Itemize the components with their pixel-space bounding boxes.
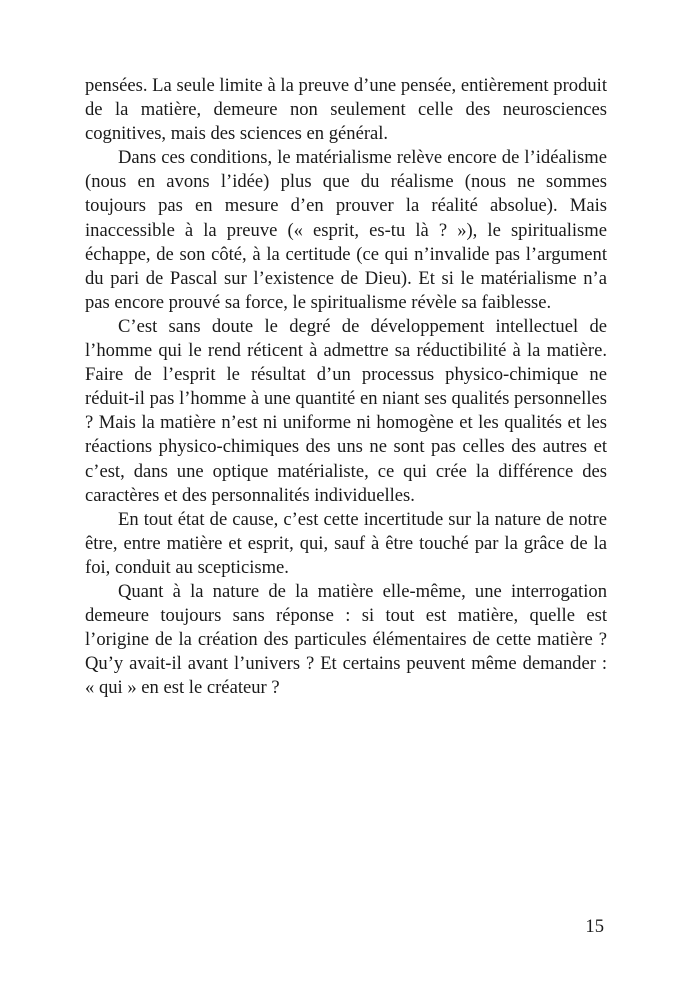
body-text [85, 74, 607, 700]
paragraph-materialism: Dans ces conditions, le matérialisme relève encore de l’idéalisme (nous en avons l’idée) plus que du réalisme (nous ne sommes toujours pas en mesure d’en prouver la réalité absolue). Mais inaccessible à la preuve (« esprit, es-tu là ? »), le spiritualisme échappe, de son côté, à la certitude (ce qui n’invalide pas l’argument du pari de Pascal sur l’existence de Dieu). Et si le matérialisme n’a pas encore prouvé sa force, le spiritualisme révèle sa faiblesse. [85, 147, 607, 313]
paragraph-nature-of-matter: Quant à la nature de la matière elle-même, une interrogation demeure toujours sans réponse : si tout est matière, quelle est l’origine de la création des particules élémentaires de cette matière ? Qu’y avait-il avant l’univers ? Et certains peuvent même demander : « qui » en est le créateur ? [85, 580, 607, 699]
page-number: 15 [585, 916, 604, 937]
paragraph-human-development: C’est sans doute le degré de développement intellectuel de l’homme qui le rend réticent à admettre sa réductibilité à la matière. Faire de l’esprit le résultat d’un processus physico-chimique ne réduit-il pas l’homme à une quantité en niant ses qualités personnelles ? Mais la matière n’est ni uniforme ni homogène et les qualités et les réactions physico-chimiques des uns ne sont pas celles des autres et c’est, dans une optique matérialiste, ce qui crée la différence des caractères et des personnalités individuelles. [85, 315, 607, 506]
paragraph-uncertainty: En tout état de cause, c’est cette incertitude sur la nature de notre être, entre matière et esprit, qui, sauf à être touché par la grâce de la foi, conduit au scepticisme. [85, 508, 607, 578]
paragraph-continuation: pensées. La seule limite à la preuve d’une pensée, entièrement produit de la matière, demeure non seulement celle des neurosciences cognitives, mais des sciences en général. [85, 75, 607, 145]
